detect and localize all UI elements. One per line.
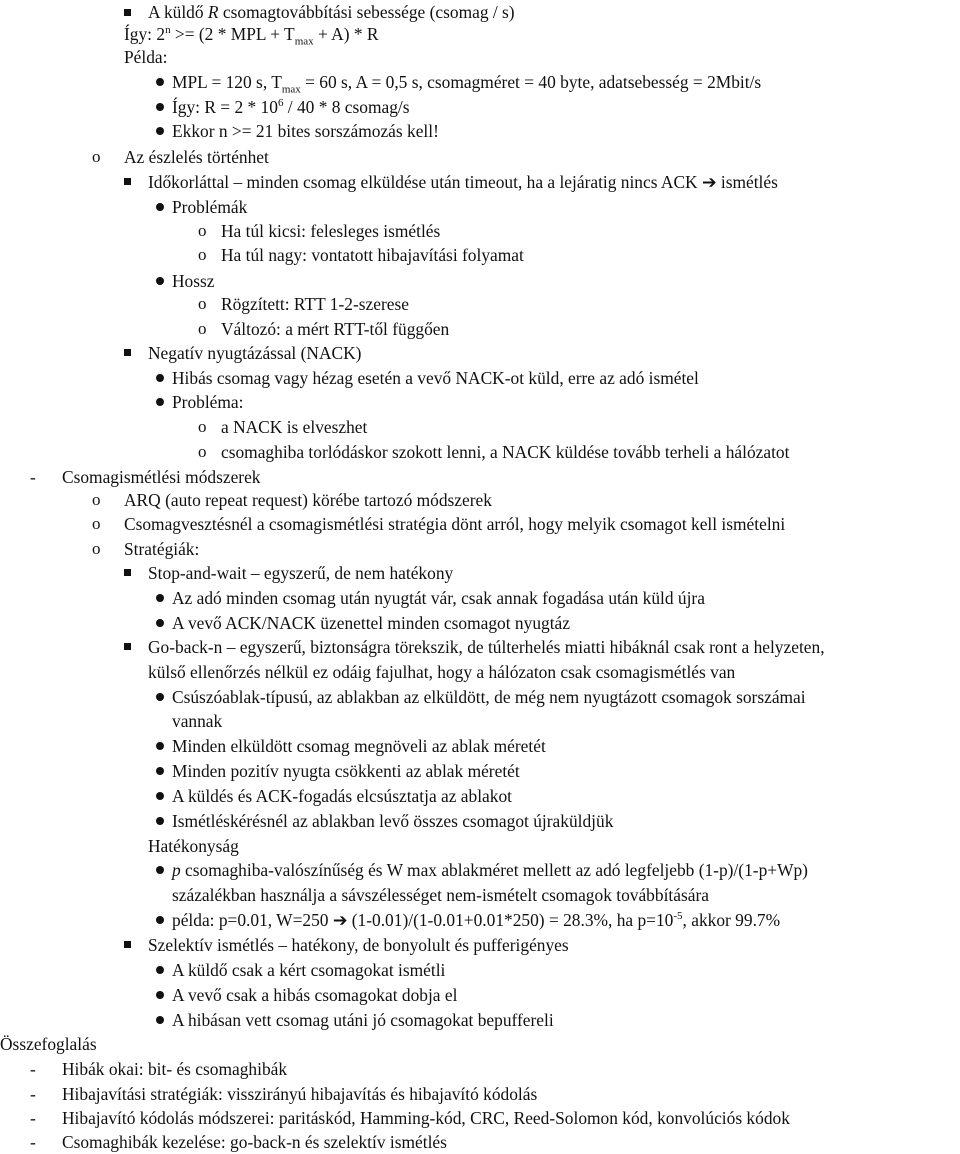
text-line: Az észlelés történhet (124, 147, 269, 167)
circle-bullet-icon: o (198, 221, 207, 240)
text-line: Így: $2^n >= (2$ * MPL + $T_{max} + A) * R$ (124, 24, 379, 48)
round-bullet-icon (156, 1016, 164, 1024)
text-line: külső ellenőrzés nélkül ez odáig fajulhat, hogy a hálózaton csak csomagismétlés van (148, 662, 736, 682)
text-line: Változó: a mért RTT-től függően (221, 319, 450, 339)
text-line: Go-back-n – egyszerű, biztonságra törekszik, de túlterhelés miatti hibáknál csak ront a helyzeten, (148, 637, 825, 657)
dash-bullet: - (30, 1108, 36, 1128)
text-line: Csúszóablak-típusú, az ablakban az elküldött, de még nem nyugtázott csomagok sorszámai (172, 687, 806, 707)
circle-bullet-icon: o (92, 539, 101, 558)
circle-bullet-icon: o (92, 147, 101, 166)
dash-bullet: - (30, 1059, 36, 1079)
circle-bullet-icon: o (198, 417, 207, 436)
text-line: Minden elküldött csomag megnöveli az ablak méretét (172, 736, 546, 756)
round-bullet-icon (156, 203, 164, 211)
text-line: Ha túl kicsi: felesleges ismétlés (221, 221, 441, 241)
text-line: Problémák (172, 197, 248, 217)
text-line: ARQ (auto repeat request) körébe tartozó módszerek (124, 490, 492, 510)
round-bullet-icon (156, 742, 164, 750)
text-line: Hibák okai: bit- és csomaghibák (62, 1059, 288, 1079)
text-line: Ismétléskérésnél az ablakban levő összes csomagot újraküldjük (172, 811, 614, 831)
square-bullet-icon (124, 643, 131, 650)
round-bullet-icon (156, 817, 164, 825)
round-bullet-icon (156, 103, 164, 111)
text-line: A küldés és ACK-fogadás elcsúsztatja az ablakot (172, 786, 512, 806)
square-bullet-icon (124, 349, 131, 356)
section-heading: Összefoglalás (0, 1034, 97, 1054)
text-line: Probléma: (172, 392, 244, 412)
round-bullet-icon (156, 78, 164, 86)
text-line: A vevő csak a hibás csomagokat dobja el (172, 985, 458, 1005)
circle-bullet-icon: o (198, 294, 207, 313)
text-line: A küldő R csomagtovábbítási sebessége (csomag / s) (148, 2, 515, 22)
round-bullet-icon (156, 127, 164, 135)
round-bullet-icon (156, 594, 164, 602)
text-line: csomaghiba torlódáskor szokott lenni, a NACK küldése tovább terheli a hálózatot (221, 442, 790, 462)
dash-bullet: - (30, 1084, 36, 1104)
square-bullet-icon (124, 941, 131, 948)
round-bullet-icon (156, 767, 164, 775)
text-line: Csomaghibák kezelése: go-back-n és szelektív ismétlés (62, 1132, 447, 1152)
text-line: Hibás csomag vagy hézag esetén a vevő NACK-ot küld, erre az adó ismétel (172, 368, 699, 388)
square-bullet-icon (124, 569, 131, 576)
round-bullet-icon (156, 966, 164, 974)
circle-bullet-icon: o (92, 514, 101, 533)
text-line: p csomaghiba-valószínűség és W max ablakméret mellett az adó legfeljebb (1-p)/(1-p+Wp) (172, 860, 808, 880)
square-bullet-icon (124, 9, 131, 16)
round-bullet-icon (156, 991, 164, 999)
text-line: Stratégiák: (124, 539, 200, 559)
circle-bullet-icon: o (198, 319, 207, 338)
text-line: A küldő csak a kért csomagokat ismétli (172, 960, 446, 980)
text-line: Stop-and-wait – egyszerű, de nem hatékony (148, 563, 454, 583)
text-line: Hibajavító kódolás módszerei: paritáskód, Hamming-kód, CRC, Reed-Solomon kód, konvolúciós kódok (62, 1108, 790, 1128)
round-bullet-icon (156, 374, 164, 382)
round-bullet-icon (156, 277, 164, 285)
round-bullet-icon (156, 866, 164, 874)
text-line: Minden pozitív nyugta csökkenti az ablak méretét (172, 761, 520, 781)
section-heading: Csomagismétlési módszerek (62, 467, 261, 487)
arrow-right-icon: ➔ (332, 910, 348, 930)
square-bullet-icon (124, 178, 131, 185)
dash-bullet: - (30, 1132, 36, 1152)
dash-bullet: - (30, 467, 36, 487)
text-line: Rögzített: RTT 1-2-szerese (221, 294, 409, 314)
text-line: A vevő ACK/NACK üzenettel minden csomagot nyugtáz (172, 613, 570, 633)
text-line: Így: $R = 2 * 10^6 / 40 * 8$ csomag/s (172, 97, 410, 117)
text-line: Az adó minden csomag után nyugtát vár, csak annak fogadása után küld újra (172, 588, 705, 608)
circle-bullet-icon: o (198, 245, 207, 264)
text-line: példa: p=0.01, W=250 ➔ (1-0.01)/(1-0.01+0.01*250) = 28.3%, ha $p=10^{-5}$, akkor 99.7% (172, 910, 781, 930)
circle-bullet-icon: o (92, 490, 101, 509)
text-line: Csomagvesztésnél a csomagismétlési stratégia dönt arról, hogy melyik csomagot kell ismételni (124, 514, 786, 534)
text-line: Hatékonyság (148, 836, 239, 856)
round-bullet-icon (156, 693, 164, 701)
text-line: vannak (172, 711, 223, 731)
text-line: Negatív nyugtázással (NACK) (148, 343, 362, 363)
text-line: MPL = 120 s, $T_{max} = 60$ s, A = 0,5 s, csomagméret = 40 byte, adatsebesség = 2Mbit/s (172, 72, 762, 96)
text-line: a NACK is elveszhet (221, 417, 368, 437)
text-line: A hibásan vett csomag utáni jó csomagokat bepuffereli (172, 1010, 554, 1030)
circle-bullet-icon: o (198, 442, 207, 461)
text-line: százalékban használja a sávszélességet nem-ismételt csomagok továbbítására (172, 885, 709, 905)
arrow-right-icon: ➔ (701, 172, 717, 192)
text-line: Időkorláttal – minden csomag elküldése után timeout, ha a lejáratig nincs ACK ➔ ismétlés (148, 172, 778, 192)
text-line: Hibajavítási stratégiák: visszirányú hibajavítás és hibajavító kódolás (62, 1084, 538, 1104)
round-bullet-icon (156, 916, 164, 924)
text-line: Ha túl nagy: vontatott hibajavítási folyamat (221, 245, 524, 265)
round-bullet-icon (156, 398, 164, 406)
text-line: Példa: (124, 47, 168, 67)
text-line: Szelektív ismétlés – hatékony, de bonyolult és pufferigényes (148, 935, 569, 955)
round-bullet-icon (156, 619, 164, 627)
round-bullet-icon (156, 792, 164, 800)
text-line: Ekkor n >= 21 bites sorszámozás kell! (172, 121, 439, 141)
text-line: Hossz (172, 271, 215, 291)
